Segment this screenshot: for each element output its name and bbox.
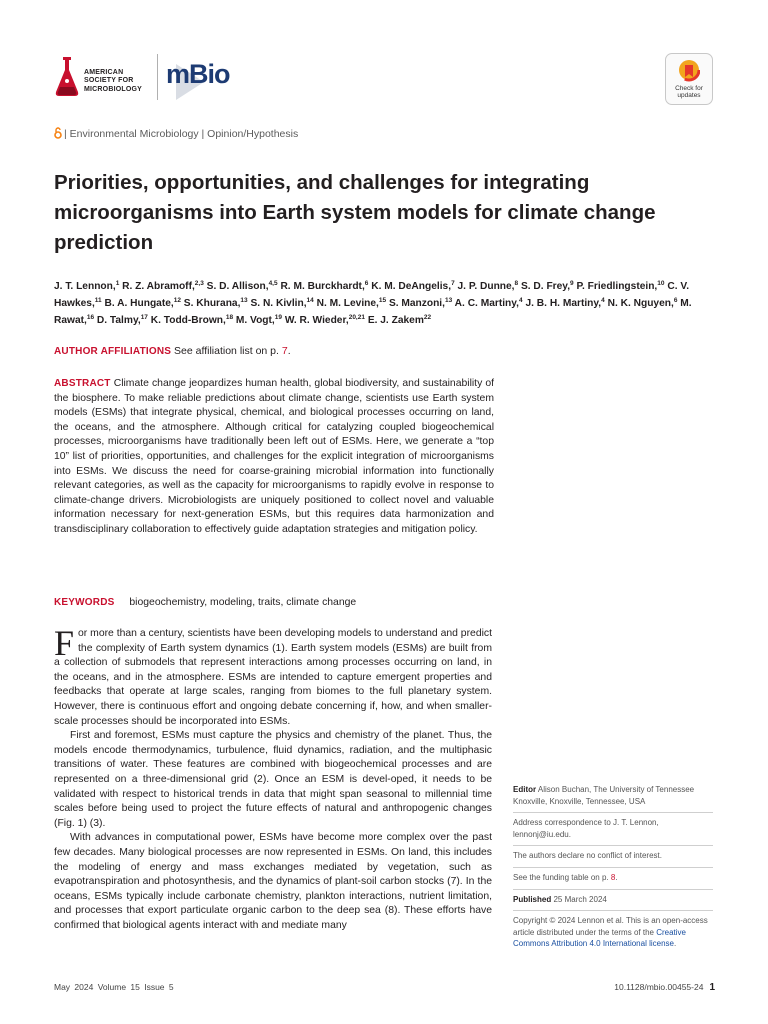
society-name-line: AMERICAN xyxy=(84,69,124,76)
license-link[interactable]: Creative Commons Attribution 4.0 International license xyxy=(513,927,686,949)
copyright-info xyxy=(513,910,713,950)
author-list: J. T. Lennon,$^1$ R. Z. Abramoff,$^{2,3}$ S. D. Allison,$^{4,5}$ R. M. Burckhardt,$^6$ K. M. DeAngelis,$^7$ J. P. Dunne,$^8$ S. D. Frey,$^9$ P. Friedlingstein,$^{10}$ C. V. Hawkes,$^{11}$ B. A. Hungate,$^{12}$ S. Khurana,$^{13}$ S. N. Kivlin,$^{14}$ N. M. Levine,$^{15}$ S. Manzoni,$^{13}$ A. C. Martiny,$^4$ J. B. H. Martiny,$^4$ N. K. Nguyen,$^6$ M. Rawat,$^{16}$ D. Talmy,$^{17}$ K. Todd-Brown,$^{18}$ M. Vogt,$^{19}$ W. R. Wieder,$^{20,21}$ E. J. Zakem$^{22}$ xyxy=(54,280,692,326)
license-end: . xyxy=(673,939,677,949)
abstract-label: ABSTRACT xyxy=(54,378,111,389)
drop-cap: F xyxy=(54,623,75,663)
issue-info: May 2024 Volume 15 Issue 5 xyxy=(54,982,174,992)
affiliations-end: . xyxy=(287,345,291,357)
editor-label: Editor xyxy=(513,785,537,794)
article-section xyxy=(54,127,298,140)
society-name xyxy=(84,69,142,94)
journal-name: mBio xyxy=(166,59,230,89)
check-updates-line: updates xyxy=(677,92,701,99)
body-paragraph-text: or more than a century, scientists have been developing models to understand and predict the complexity of Earth system dynamics (1). Earth system models (ESMs) are built from a collection of submodels that represent interactions among processes occurring on land, in the oceans, and in the atmosphere. ESMs are intended to capture emergent properties and feedbacks that operate at large scales, ranging from biomes to the full planetary system. However, there is continuous effort and ongoing debate concerning if, how, and when smaller-scale processes should be incorporated into ESMs. xyxy=(54,628,492,727)
abstract-text: Climate change jeopardizes human health, global biodiversity, and sustainability of the biosphere. To make reliable predictions about climate change, scientists use Earth system models (ESMs) that integrate physical, chemical, and biological processes occurring on land, the oceans, and the atmosphere. Although critical for catalyzing coupled biogeochemical processes, microorganisms have traditionally been left out of ESMs. Here, we generate a “top 10” list of priorities, opportunities, and challenges for the explicit integration of microorganisms into ESMs. We discuss the need for coarse-graining microbial information into functionally relevant categories, as well as the capacity for microorganisms to rapidly evolve in response to climate-change drivers. Microbiologists are uniquely positioned to collect novel and valuable information necessary for next-generation ESMs, but this requires data harmonization and transdisciplinary collaboration to effectively guide adaptation strategies and mitigation policy. xyxy=(54,378,495,535)
asm-logo[interactable] xyxy=(54,55,154,101)
body-paragraph: With advances in computational power, ESMs have become more complex over the past few decades. Many biological processes are now represented in ESMs. On land, this includes the modeling of energy and mass exchanges mediated by vegetation, such as evapotranspiration and photosynthesis, and the dynamics of plant-soil carbon stocks (7). In the oceans, ESMs typically include carbonate chemistry, plankton interactions, nutrient limitation, and processes that export particulate organic carbon to the deep sea (8). These efforts have confirmed that biological agents interact with and mediate many xyxy=(54,832,492,931)
keywords-text: biogeochemistry, modeling, traits, climate change xyxy=(129,597,357,608)
society-name-line: SOCIETY FOR xyxy=(84,77,134,85)
doi[interactable]: 10.1128/mbio.00455-24 xyxy=(614,982,704,992)
editor-info xyxy=(513,784,713,807)
page-number: 1 xyxy=(709,982,715,993)
funding-info: See the funding table on p. 8. xyxy=(513,867,713,884)
editor-text: Alison Buchan, The University of Tennessee Knoxville, Knoxville, Tennessee, USA xyxy=(513,785,695,806)
article-info-sidebar xyxy=(513,784,713,955)
bookmark-ribbon-icon xyxy=(678,59,700,83)
article-title: Priorities, opportunities, and challenges for integrating microorganisms into Earth system models for climate change prediction xyxy=(54,171,656,254)
keywords-label: KEYWORDS xyxy=(54,597,115,608)
check-for-updates-label xyxy=(666,85,712,99)
funding-page-link[interactable]: 8 xyxy=(610,872,616,882)
society-name-line: MICROBIOLOGY xyxy=(84,85,143,93)
keywords xyxy=(54,597,356,608)
body-paragraph xyxy=(54,623,492,729)
affiliations-label: AUTHOR AFFILIATIONS xyxy=(54,346,172,357)
published-date: 25 March 2024 xyxy=(553,894,607,904)
funding-text: See the funding table on p. xyxy=(513,872,611,882)
published-label: Published xyxy=(513,894,552,904)
check-for-updates-button[interactable] xyxy=(665,53,713,105)
copyright-text: Copyright © 2024 Lennon et al. This is an open-access article distributed under the terms of the xyxy=(513,916,708,937)
published-info xyxy=(513,889,713,906)
correspondence-info: Address correspondence to J. T. Lennon, lennonj@iu.edu. xyxy=(513,812,713,840)
author-affiliations xyxy=(54,345,291,357)
section-label: | Environmental Microbiology | Opinion/Hypothesis xyxy=(64,128,299,140)
body-paragraph: First and foremost, ESMs must capture the physics and chemistry of the planet. Thus, the models encode thermodynamics, turbulence, fluid dynamics, radiation, and the multiphasic transitions of water. These features are combined with biogeochemical processes and are represented on a three-dimensional grid (2). Once an ESM is devel-oped, it needs to be validated with respect to historical trends in data that might span seasonal to millennial time scales before being used to project the future effects of natural and anthropogenic changes (Fig. 1) (3). xyxy=(54,730,492,829)
affiliations-page-link[interactable]: 7 xyxy=(281,345,288,357)
check-updates-line: Check for xyxy=(675,85,703,92)
flask-icon xyxy=(54,55,80,99)
conflict-statement: The authors declare no conflict of interest. xyxy=(513,845,713,862)
footer-doi-page xyxy=(560,982,715,993)
logo-divider xyxy=(157,54,158,100)
mbio-logo[interactable] xyxy=(166,54,236,102)
article-body xyxy=(54,623,492,933)
affiliations-text: See affiliation list on p. xyxy=(174,345,282,357)
open-access-icon xyxy=(54,127,62,139)
abstract xyxy=(54,377,494,538)
